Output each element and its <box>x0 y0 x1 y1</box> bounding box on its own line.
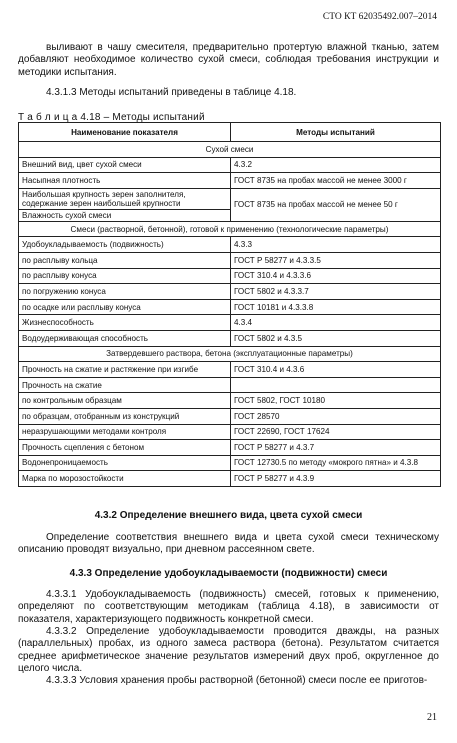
method-cell: ГОСТ 22690, ГОСТ 17624 <box>231 424 441 440</box>
indicator-cell: Прочность на сжатие и растяжение при изгибе <box>19 362 231 378</box>
indicator-cell: Наибольшая крупность зерен заполнителя, содержание зерен наибольшей крупности <box>19 188 231 209</box>
method-cell: ГОСТ 5802 и 4.3.3.7 <box>231 284 441 300</box>
paragraph-4-3-3-2: 4.3.3.2 Определение удобоукладываемости проводится дважды, на разных (параллельных) пробах, из одного замеса раствора (бетона). Результатом считается среднее арифметическое значение результатов измерений двух проб, округленное до целого числа. <box>18 626 439 675</box>
method-cell <box>231 377 441 393</box>
table-row <box>19 188 441 209</box>
indicator-cell: Марка по морозостойкости <box>19 471 231 487</box>
table-row <box>19 377 441 393</box>
method-cell: 4.3.2 <box>231 157 441 173</box>
method-cell: ГОСТ 10181 и 4.3.3.8 <box>231 299 441 315</box>
heading-4-3-2: 4.3.2 Определение внешнего вида, цвета сухой смеси <box>94 510 363 521</box>
table-section-row <box>19 142 441 158</box>
paragraph-4-3-1-3: 4.3.1.3 Методы испытаний приведены в таблице 4.18. <box>46 87 297 98</box>
section-title-cell: Затвердевшего раствора, бетона (эксплуатационные параметры) <box>19 346 441 362</box>
section-title-cell: Сухой смеси <box>19 142 441 158</box>
indicator-cell: Прочность на сжатие <box>19 377 231 393</box>
method-cell: 4.3.4 <box>231 315 441 331</box>
method-cell: ГОСТ 5802, ГОСТ 10180 <box>231 393 441 409</box>
table-row <box>19 299 441 315</box>
indicator-cell: Прочность сцепления с бетоном <box>19 440 231 456</box>
table-row <box>19 330 441 346</box>
table-row <box>19 157 441 173</box>
table-row <box>19 315 441 331</box>
indicator-cell: Влажность сухой смеси <box>19 209 231 221</box>
column-header-indicator: Наименование показателя <box>19 123 231 142</box>
indicator-cell: по расплыву кольца <box>19 252 231 268</box>
methods-table <box>18 122 441 487</box>
method-cell: ГОСТ 310.4 и 4.3.6 <box>231 362 441 378</box>
paragraph-4-3-3-1: 4.3.3.1 Удобоукладываемость (подвижность) смесей, готовых к применению, определяют по соответствующим методикам (таблица 4.18), в зависимости от показателя, характеризующего подвижность конкретной смеси. <box>18 589 439 625</box>
table-section-row <box>19 221 441 237</box>
method-cell: ГОСТ Р 58277 и 4.3.3.5 <box>231 252 441 268</box>
indicator-cell: Жизнеспособность <box>19 315 231 331</box>
table-row <box>19 408 441 424</box>
table-caption: Т а б л и ц а 4.18 – Методы испытаний <box>18 112 205 123</box>
table-row <box>19 252 441 268</box>
table-row <box>19 455 441 471</box>
heading-4-3-3: 4.3.3 Определение удобоукладываемости (подвижности) смеси <box>69 568 388 579</box>
method-cell: ГОСТ Р 58277 и 4.3.9 <box>231 471 441 487</box>
method-cell: 4.3.3 <box>231 237 441 253</box>
intro-paragraph: выливают в чашу смесителя, предварительно протертую влажной тканью, затем добавляют необходимое количество сухой смеси, соблюдая требования инструкции и методики испытания. <box>18 42 439 78</box>
method-cell: ГОСТ 5802 и 4.3.5 <box>231 330 441 346</box>
table-row <box>19 440 441 456</box>
indicator-cell: Внешний вид, цвет сухой смеси <box>19 157 231 173</box>
method-cell: ГОСТ 12730.5 по методу «мокрого пятна» и 4.3.8 <box>231 455 441 471</box>
page-number: 21 <box>427 712 437 723</box>
table-row <box>19 173 441 189</box>
table-row <box>19 268 441 284</box>
section-title-cell: Смеси (растворной, бетонной), готовой к применению (технологические параметры) <box>19 221 441 237</box>
paragraph-4-3-2: Определение соответствия внешнего вида и цвета сухой смеси техническому описанию проводят визуально, при дневном рассеянном свете. <box>18 532 439 556</box>
method-cell: ГОСТ 8735 на пробах массой не менее 50 г <box>231 188 441 221</box>
method-cell: ГОСТ 28570 <box>231 408 441 424</box>
indicator-cell: по осадке или расплыву конуса <box>19 299 231 315</box>
indicator-cell: Насыпная плотность <box>19 173 231 189</box>
indicator-cell: по расплыву конуса <box>19 268 231 284</box>
table-row <box>19 393 441 409</box>
paragraph-4-3-3-3: 4.3.3.3 Условия хранения пробы растворной (бетонной) смеси после ее приготов- <box>46 675 428 686</box>
indicator-cell: по образцам, отобранным из конструкций <box>19 408 231 424</box>
indicator-cell: Водонепроницаемость <box>19 455 231 471</box>
indicator-cell: Водоудерживающая способность <box>19 330 231 346</box>
indicator-cell: неразрушающими методами контроля <box>19 424 231 440</box>
table-section-row <box>19 346 441 362</box>
method-cell: ГОСТ 310.4 и 4.3.3.6 <box>231 268 441 284</box>
indicator-cell: по контрольным образцам <box>19 393 231 409</box>
table-row <box>19 471 441 487</box>
indicator-cell: по погружению конуса <box>19 284 231 300</box>
method-cell: ГОСТ Р 58277 и 4.3.7 <box>231 440 441 456</box>
table-row <box>19 237 441 253</box>
document-code: СТО КТ 62035492.007–2014 <box>322 12 437 22</box>
table-row <box>19 362 441 378</box>
column-header-methods: Методы испытаний <box>231 123 441 142</box>
method-cell: ГОСТ 8735 на пробах массой не менее 3000 г <box>231 173 441 189</box>
table-row <box>19 424 441 440</box>
indicator-cell: Удобоукладываемость (подвижность) <box>19 237 231 253</box>
table-row <box>19 284 441 300</box>
